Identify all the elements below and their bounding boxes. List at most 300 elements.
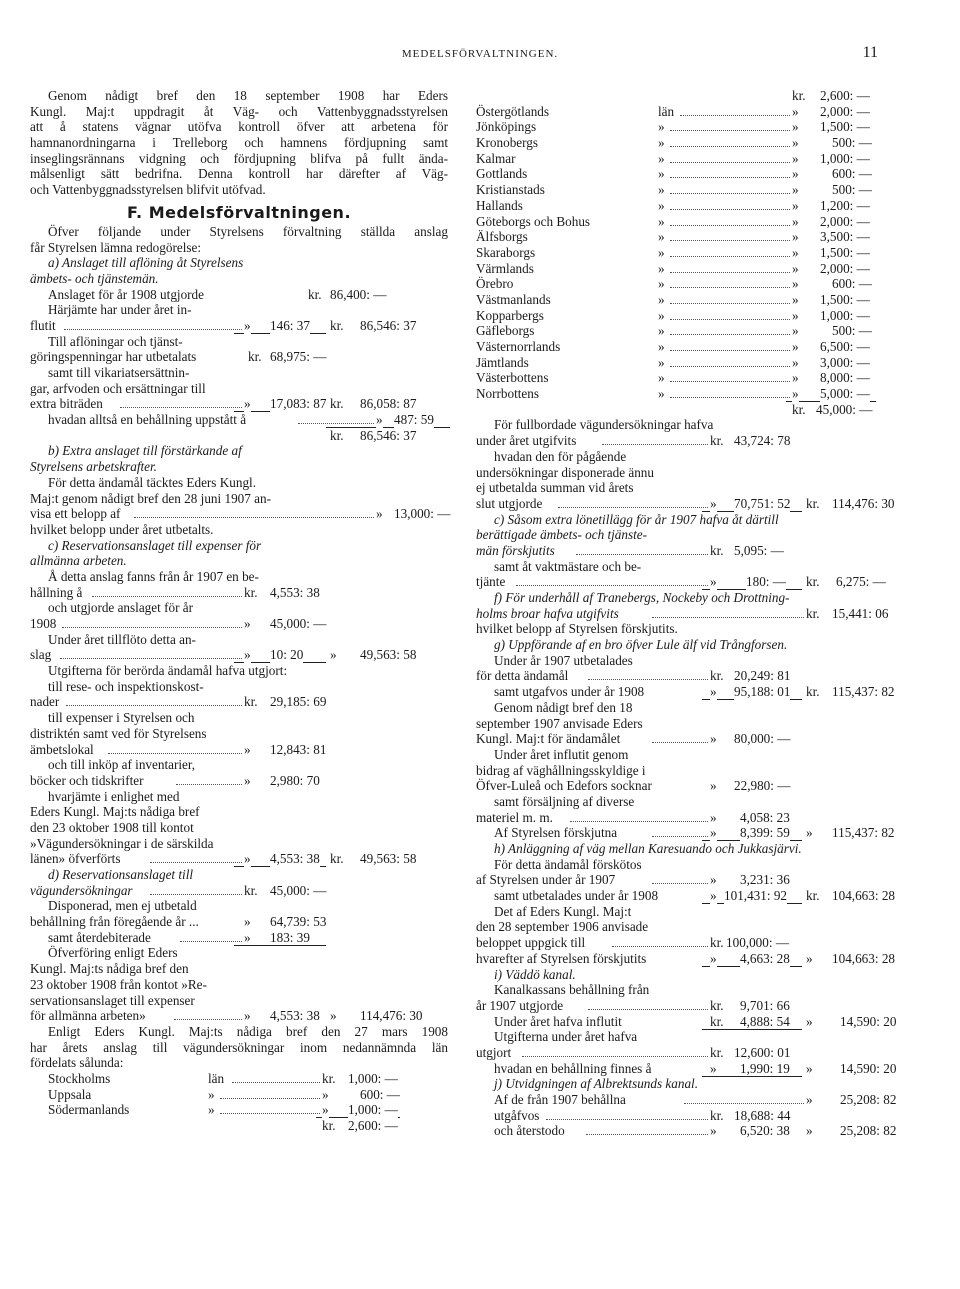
amount-cell: 600: — <box>360 1086 400 1102</box>
dot-leader <box>120 407 242 408</box>
line-text: Jämtlands <box>476 354 529 370</box>
amount-cell: » <box>792 323 799 339</box>
text-line <box>30 522 448 538</box>
line-text: och Vattenbyggnadsstyrelsen blifvit utöfvad. <box>30 182 266 198</box>
dot-leader <box>670 256 790 257</box>
amount-cell: kr. <box>710 997 724 1013</box>
amount-cell: 4,553: 38 <box>270 1008 320 1024</box>
line-text: Under år 1907 utbetalades <box>494 652 633 668</box>
amount-cell: 13,000: — <box>394 506 451 522</box>
amount-cell: » <box>658 370 665 386</box>
line-text: gar, arfvoden och ersättningar till <box>30 380 206 396</box>
line-text: hvilket belopp af Styrelsen förskjutits. <box>476 621 678 637</box>
amount-cell: 14,590: 20 <box>840 1060 897 1076</box>
line-text: Öfver följande under Styrelsens förvaltning ställda anslag <box>48 223 448 239</box>
text-line <box>30 302 448 318</box>
dot-leader <box>298 423 374 424</box>
amount-cell: 10: 20 <box>270 647 304 663</box>
amount-cell: kr. <box>244 882 258 898</box>
amount-cell: kr. <box>244 694 258 710</box>
dot-leader <box>602 444 708 445</box>
amount-cell: kr. <box>792 88 806 103</box>
amount-cell: kr. <box>248 349 262 365</box>
text-line <box>476 653 918 669</box>
line-text: distriktén samt ved för Styrelsens <box>30 725 207 741</box>
line-text: flutit <box>30 317 56 333</box>
text-line <box>30 883 448 899</box>
amount-cell: » <box>710 684 717 700</box>
amount-cell: 6,275: — <box>836 574 886 590</box>
line-text: september 1907 anvisade Eders <box>476 715 643 731</box>
amount-cell: 1,000: — <box>820 307 870 323</box>
amount-cell: » <box>658 291 665 307</box>
line-text: år 1907 utgjorde <box>476 997 564 1013</box>
line-text: samt åt vaktmästare och be- <box>494 558 642 574</box>
line-text: ej utbetalda summan vid årets <box>476 480 634 496</box>
text-line <box>30 1087 448 1103</box>
line-text: Jönköpings <box>476 119 537 135</box>
text-line <box>476 684 918 700</box>
text-line <box>30 694 448 710</box>
amount-cell: kr. <box>806 495 820 511</box>
text-line <box>476 716 918 732</box>
line-text: g) Uppförande af en bro öfver Lule älf vid Trångforsen. <box>494 637 788 653</box>
amount-cell: » <box>330 1008 337 1024</box>
amount-cell: » <box>710 778 717 794</box>
amount-cell: 22,980: — <box>734 778 791 794</box>
amount-cell: 9,701: 66 <box>740 997 790 1013</box>
line-text: för allmänna arbeten» <box>30 1008 146 1024</box>
amount-cell: 500: — <box>832 182 872 198</box>
amount-cell: » <box>658 150 665 166</box>
amount-cell: » <box>244 396 251 412</box>
amount-cell: » <box>792 307 799 323</box>
dot-leader <box>62 627 242 628</box>
text-line <box>30 349 448 365</box>
amount-cell: » <box>806 1013 813 1029</box>
dot-leader <box>60 658 242 659</box>
text-line <box>476 1108 918 1124</box>
amount-cell: kr. <box>710 935 724 951</box>
text-line <box>476 590 918 606</box>
amount-cell: 15,441: 06 <box>832 605 889 621</box>
amount-cell: » <box>658 323 665 339</box>
line-text: visa ett belopp af <box>30 506 121 522</box>
amount-cell: » <box>658 166 665 182</box>
line-text: Eders Kungl. Maj:ts nådiga bref <box>30 804 200 820</box>
line-text: och återstodo <box>494 1123 565 1139</box>
amount-cell: 8,399: 59 <box>740 825 790 841</box>
text-line <box>30 475 448 491</box>
text-line <box>30 271 448 287</box>
text-line <box>476 1061 918 1077</box>
amount-cell: län <box>658 103 675 119</box>
line-text: Gottlands <box>476 166 528 182</box>
line-text: vägundersökningar <box>30 882 133 898</box>
text-line <box>476 261 918 277</box>
line-text: Kronobergs <box>476 135 539 151</box>
text-line <box>476 1014 918 1030</box>
amount-cell: kr. <box>330 851 344 867</box>
line-text: c) Reservationsanslaget till expenser för <box>48 537 262 553</box>
text-line <box>476 370 918 386</box>
line-text: Värmlands <box>476 260 534 276</box>
amount-cell: kr. <box>322 1070 336 1086</box>
line-text: j) Utvidgningen af Albrektsunds kanal. <box>494 1076 699 1092</box>
amount-cell: 115,437: 82 <box>832 684 895 700</box>
amount-cell: 6,500: — <box>820 339 870 354</box>
amount-cell: » <box>244 647 251 663</box>
line-text: Kalmar <box>476 150 516 166</box>
dot-leader <box>670 146 790 147</box>
text-line <box>30 961 448 977</box>
line-text: hvadan alltså en behållning uppstått å <box>48 412 247 428</box>
text-line <box>30 459 448 475</box>
text-line <box>476 794 918 810</box>
text-line <box>30 742 448 758</box>
amount-cell: 2,000: — <box>820 260 870 276</box>
dot-leader <box>652 883 708 884</box>
line-text: hamnanordningarna i Trelleborg och hamnens fördjupning samt <box>30 135 448 151</box>
text-line <box>30 836 448 852</box>
amount-cell: » <box>806 1060 813 1076</box>
line-text: För fullbordade vägundersökningar hafva <box>494 417 714 433</box>
dot-leader <box>174 1019 242 1020</box>
text-line <box>30 930 448 946</box>
text-line <box>476 449 918 465</box>
line-text: d) Reservationsanslaget till <box>48 867 194 882</box>
text-line <box>476 417 918 433</box>
dot-leader <box>176 784 242 785</box>
text-line <box>476 166 918 182</box>
text-line <box>476 386 918 402</box>
line-text: Å detta anslag fanns från år 1907 en be- <box>48 568 259 584</box>
amount-cell: kr. <box>308 286 322 302</box>
text-line <box>30 569 448 585</box>
amount-cell: » <box>792 197 799 213</box>
text-line <box>30 491 448 507</box>
amount-cell: 95,188: 01 <box>734 684 791 700</box>
text-line <box>30 538 448 554</box>
line-text: Det af Eders Kungl. Maj:t <box>494 903 632 919</box>
line-text: Västerbottens <box>476 370 549 386</box>
line-text: att å statens vägnar utöfva kontroll öfver att arbetena för <box>30 119 448 135</box>
amount-cell: » <box>322 1086 329 1102</box>
text-line <box>30 88 448 104</box>
amount-cell: 2,600: — <box>820 88 870 103</box>
line-text: hvadan en behållning finnes å <box>494 1060 652 1076</box>
line-text: f) För underhåll af Tranebergs, Nockeby och Drottning- <box>494 590 790 605</box>
text-line <box>476 935 918 951</box>
line-text: Styrelsens arbetskrafter. <box>30 459 157 475</box>
amount-cell: » <box>710 574 717 590</box>
text-line <box>476 904 918 920</box>
dot-leader <box>670 366 790 367</box>
text-line <box>476 1123 918 1139</box>
line-text: behållning från föregående år ... <box>30 914 199 930</box>
amount-cell: » <box>244 929 251 945</box>
line-text: hvadan den för pågående <box>494 448 627 464</box>
line-text: Norrbottens <box>476 386 539 402</box>
text-line <box>476 637 918 653</box>
dot-leader <box>92 596 242 597</box>
amount-cell: » <box>244 851 251 867</box>
line-text: den 28 september 1906 anvisade <box>476 919 649 935</box>
text-line <box>476 747 918 763</box>
amount-cell: 487: 59 <box>394 412 434 428</box>
line-text: c) Såsom extra lönetillägg för år 1907 hafva åt därtill <box>494 511 779 527</box>
amount-cell: 1,200: — <box>820 197 870 213</box>
line-text: i) Väddö kanal. <box>494 966 576 982</box>
dot-leader <box>684 1103 804 1104</box>
amount-cell: 3,231: 36 <box>740 872 790 888</box>
line-text: Maj:t genom nådigt bref den 28 juni 1907 an- <box>30 490 271 506</box>
text-line <box>476 841 918 857</box>
amount-cell: » <box>792 213 799 229</box>
text-line <box>30 287 448 303</box>
amount-cell: 5,095: — <box>734 542 784 558</box>
amount-cell: » <box>792 229 799 245</box>
line-text: Under året influtit genom <box>494 746 629 762</box>
line-text: hvarefter af Styrelsen förskjutits <box>476 950 647 966</box>
amount-cell: 29,185: 69 <box>270 694 327 710</box>
text-line <box>30 1055 448 1071</box>
amount-cell: 146: 37 <box>270 317 310 333</box>
text-line <box>30 135 448 151</box>
text-line <box>476 182 918 198</box>
line-text: För detta ändamål täcktes Eders Kungl. <box>48 474 257 490</box>
line-text: Härjämte har under året in- <box>48 302 192 318</box>
amount-cell: 4,553: 38 <box>270 584 320 600</box>
line-text: Kristianstads <box>476 182 545 198</box>
running-head: MEDELSFÖRVALTNINGEN. <box>401 48 559 60</box>
text-line <box>476 1045 918 1061</box>
line-text: samt utgafvos under år 1908 <box>494 684 645 700</box>
amount-cell: 2,000: — <box>820 213 870 229</box>
amount-cell: » <box>710 1123 717 1139</box>
line-text: Kungl. Maj:t för ändamålet <box>476 731 621 747</box>
amount-cell: » <box>792 182 799 198</box>
amount-cell: kr. <box>244 584 258 600</box>
line-text: inseglingsrännans vidgning och fördjupning blifva på fullt ända- <box>30 150 448 166</box>
amount-cell: » <box>792 339 799 354</box>
line-text: materiel m. m. <box>476 809 553 825</box>
section-title: F. Medelsförvaltningen. <box>126 202 352 222</box>
amount-cell: 86,400: — <box>330 286 387 302</box>
line-text: Hallands <box>476 197 523 213</box>
text-line <box>476 778 918 794</box>
amount-cell: » <box>710 888 717 904</box>
line-text: Till aflöningar och tjänst- <box>48 333 183 349</box>
text-line <box>30 166 448 182</box>
dot-leader <box>670 209 790 210</box>
amount-cell: 80,000: — <box>734 731 791 747</box>
line-text: böcker och tidskrifter <box>30 772 144 788</box>
text-line <box>30 224 448 240</box>
amount-cell: 2,000: — <box>820 103 870 119</box>
amount-cell: 20,249: 81 <box>734 668 791 684</box>
amount-cell: » <box>658 276 665 292</box>
line-text: samt återdebiterade <box>48 929 151 945</box>
text-line <box>30 773 448 789</box>
amount-cell: 12,600: 01 <box>734 1044 791 1060</box>
text-line <box>476 276 918 292</box>
line-text: nader <box>30 694 60 710</box>
amount-cell: » <box>710 1060 717 1076</box>
line-text: h) Anläggning af väg mellan Karesuando och Jukkasjärvi. <box>494 841 802 856</box>
dot-leader <box>670 240 790 241</box>
text-line <box>476 825 918 841</box>
line-text: samt till vikariatsersättnin- <box>48 365 190 380</box>
amount-cell: 1,000: — <box>348 1102 398 1118</box>
amount-cell: 18,688: 44 <box>734 1107 791 1123</box>
text-line <box>30 632 448 648</box>
text-line <box>476 88 918 104</box>
text-line <box>476 919 918 935</box>
amount-cell: kr. <box>792 401 806 417</box>
amount-cell: » <box>658 339 665 354</box>
amount-cell: 70,751: 52 <box>734 495 791 511</box>
line-text: 1908 <box>30 616 57 631</box>
amount-cell: » <box>710 950 717 966</box>
line-text: göringspenningar har utbetalats <box>30 349 197 365</box>
line-text: Östergötlands <box>476 103 550 119</box>
dot-leader <box>652 742 708 743</box>
amount-cell: 64,739: 53 <box>270 914 327 930</box>
text-line <box>476 465 918 481</box>
line-text: a) Anslaget till aflöning åt Styrelsens <box>48 255 244 271</box>
line-text: slag <box>30 647 52 663</box>
amount-cell: 4,888: 54 <box>740 1013 790 1029</box>
amount-cell: » <box>244 616 251 631</box>
line-text: Uppsala <box>48 1086 92 1102</box>
amount-cell: kr. <box>806 605 820 621</box>
dot-leader <box>670 225 790 226</box>
dot-leader <box>652 617 804 618</box>
dot-leader <box>670 162 790 163</box>
text-line <box>30 977 448 993</box>
line-text: Södermanlands <box>48 1102 130 1118</box>
amount-cell: » <box>710 731 717 747</box>
line-text: Af Styrelsen förskjutna <box>494 825 618 841</box>
line-text: till expenser i Styrelsen och <box>48 710 195 726</box>
text-line <box>30 679 448 695</box>
text-line <box>30 1071 448 1087</box>
line-text: extra biträden <box>30 396 103 412</box>
amount-cell: 3,500: — <box>820 229 870 245</box>
amount-cell: 1,000: — <box>348 1070 398 1086</box>
amount-cell: 45,000: — <box>816 401 873 417</box>
amount-cell: » <box>208 1086 215 1102</box>
text-line <box>476 245 918 261</box>
amount-cell: » <box>710 809 717 825</box>
line-text: Genom nådigt bref den 18 september 1908 har Eders <box>48 88 448 103</box>
amount-cell: 86,546: 37 <box>360 317 417 333</box>
dot-leader <box>670 397 790 398</box>
amount-cell: 14,590: 20 <box>840 1013 897 1029</box>
text-line <box>30 412 448 428</box>
text-line <box>476 810 918 826</box>
text-line <box>30 1008 448 1024</box>
line-text: För detta ändamål förskötos <box>494 856 642 872</box>
amount-cell: kr. <box>710 1107 724 1123</box>
amount-cell: 43,724: 78 <box>734 433 791 449</box>
text-line <box>476 763 918 779</box>
text-line <box>476 998 918 1014</box>
line-text: ämbetslokal <box>30 741 94 757</box>
amount-cell: 180: — <box>746 574 786 590</box>
dot-leader <box>150 862 242 863</box>
text-line <box>476 574 918 590</box>
amount-cell: 25,208: 82 <box>840 1123 897 1139</box>
amount-cell: 2,980: 70 <box>270 772 320 788</box>
text-line <box>30 945 448 961</box>
text-line <box>30 396 448 412</box>
amount-cell: » <box>376 412 383 428</box>
page-header <box>0 44 960 64</box>
text-line <box>476 480 918 496</box>
line-text: samt utbetalades under år 1908 <box>494 888 659 904</box>
amount-cell: 45,000: — <box>270 882 327 898</box>
dot-leader <box>670 319 790 320</box>
amount-cell: län <box>208 1070 225 1086</box>
line-text: hållning å <box>30 584 83 600</box>
text-line <box>30 255 448 271</box>
line-text: Kopparbergs <box>476 307 544 323</box>
amount-cell: kr. <box>330 427 344 443</box>
text-line <box>476 339 918 355</box>
dot-leader <box>558 507 708 508</box>
dot-leader <box>670 303 790 304</box>
amount-cell: 45,000: — <box>270 616 327 631</box>
line-text: länen» öfverförts <box>30 851 121 867</box>
line-text: Skaraborgs <box>476 244 536 260</box>
amount-cell: kr. <box>710 1013 724 1029</box>
line-text: samt försäljning af diverse <box>494 793 635 809</box>
text-line <box>30 710 448 726</box>
amount-cell: » <box>658 386 665 402</box>
dot-leader <box>670 130 790 131</box>
text-line <box>476 198 918 214</box>
line-text: Disponerad, men ej utbetald <box>48 898 197 914</box>
text-line <box>30 182 448 198</box>
text-line <box>476 606 918 622</box>
text-line <box>30 616 448 632</box>
text-line <box>476 700 918 716</box>
dot-leader <box>670 287 790 288</box>
line-text: Utgifterna under året hafva <box>494 1029 638 1045</box>
line-text: berättigade ämbets- och tjänste- <box>476 527 648 543</box>
text-line <box>30 1040 448 1056</box>
amount-cell: 1,990: 19 <box>740 1060 790 1076</box>
line-text: Genom nådigt bref den 18 <box>494 699 633 715</box>
text-line <box>30 993 448 1009</box>
amount-cell: 49,563: 58 <box>360 647 417 663</box>
line-text: Under året hafva influtit <box>494 1013 622 1029</box>
amount-cell: 3,000: — <box>820 354 870 370</box>
amount-cell: » <box>658 354 665 370</box>
amount-cell: » <box>792 276 799 292</box>
line-text: och utgjorde anslaget för år <box>48 600 194 616</box>
left-column <box>30 88 451 1134</box>
amount-cell: 1,000: — <box>820 150 870 166</box>
amount-cell: 1,500: — <box>820 291 870 307</box>
text-line <box>476 872 918 888</box>
line-text: af Styrelsen under år 1907 <box>476 872 616 888</box>
amount-cell: kr. <box>710 1044 724 1060</box>
amount-cell: » <box>208 1102 215 1118</box>
text-line <box>30 914 448 930</box>
